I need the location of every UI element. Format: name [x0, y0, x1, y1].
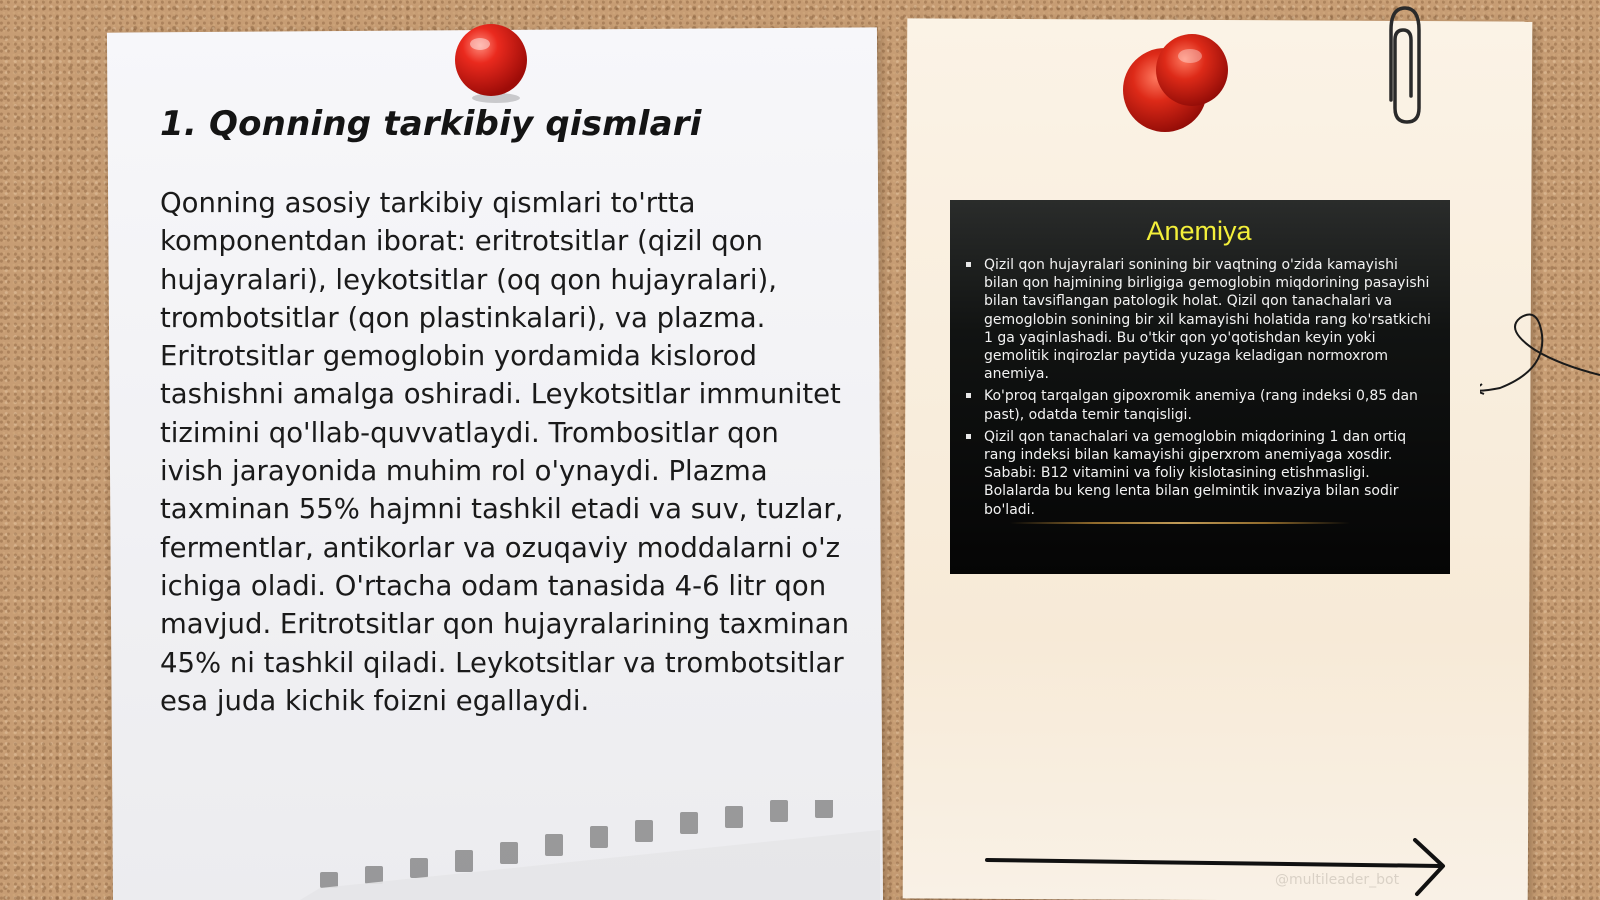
bullet-icon — [966, 262, 971, 267]
arrow-right-icon[interactable] — [985, 838, 1450, 898]
card-bullet-list — [966, 256, 1432, 519]
list-item-text: Qizil qon hujayralari sonining bir vaqtning o'zida kamayishi bilan qon hajmining birligiga gemoglobin miqdorining pasayishi bilan tavsiflangan patologik holat. Qizil qon tanachalari va gemoglobin sonining bir xil kamayishi holatida rang ko'rsatkichi 1 ga yaqinlashadi. Bu o'tkir qon yo'qotishdan keyin yoki gemolitik inqirozlar paytida yuzaga keladigan normoxrom anemiya. — [984, 257, 1431, 383]
push-pin-icon — [452, 20, 534, 106]
torn-edge-decoration — [300, 800, 880, 900]
anemia-info-card — [950, 200, 1450, 574]
card-glow-divider — [1010, 522, 1350, 524]
bullet-icon — [966, 393, 971, 398]
list-item-text: Qizil qon tanachalari va gemoglobin miqdorining 1 dan ortiq rang indeksi bilan kamayishi giperxrom anemiyaga xosdir. Sababi: B12 vitamini va foliy kislotasining etishmasligi. Bolalarda bu keng lenta bilan gelmintik invaziya bilan sodir bo'ladi. — [984, 428, 1407, 518]
bullet-icon — [966, 434, 971, 439]
list-item — [966, 256, 1432, 383]
push-pin-icon — [1120, 30, 1235, 135]
list-item — [966, 428, 1432, 519]
list-item-text: Ko'proq tarqalgan gipoxromik anemiya (rang indeksi 0,85 dan past), odatda temir tanqisligi. — [984, 388, 1418, 423]
swirl-arrow-icon — [1480, 310, 1600, 410]
watermark: @multileader_bot — [1275, 872, 1400, 888]
slide-title: 1. Qonning tarkibiy qismlari — [160, 104, 702, 144]
list-item — [966, 387, 1432, 423]
slide-body-text: Qonning asosiy tarkibiy qismlari to'rtta komponentdan iborat: eritrotsitlar (qizil qon hujayralari), leykotsitlar (oq qon hujayralari), trombotsitlar (qon plastinkalari), va plazma. Eritrotsitlar gemoglobin yordamida kislorod tashishni amalga oshiradi. Leykotsitlar immunitet tizimini qo'llab-quvvatlaydi. Trombositlar qon ivish jarayonida muhim rol o'ynaydi. Plazma taxminan 55% hajmni tashkil etadi va suv, tuzlar, fermentlar, antikorlar va ozuqaviy moddalarni o'z ichiga oladi. O'rtacha odam tanasida 4-6 litr qon mavjud. Eritrotsitlar qon hujayralarining taxminan 45% ni tashkil qiladi. Leykotsitlar va trombotsitlar esa juda kichik foizni egallaydi. — [160, 187, 850, 717]
paper-clip-icon — [1375, 0, 1425, 130]
card-title: Anemiya — [1146, 216, 1252, 246]
